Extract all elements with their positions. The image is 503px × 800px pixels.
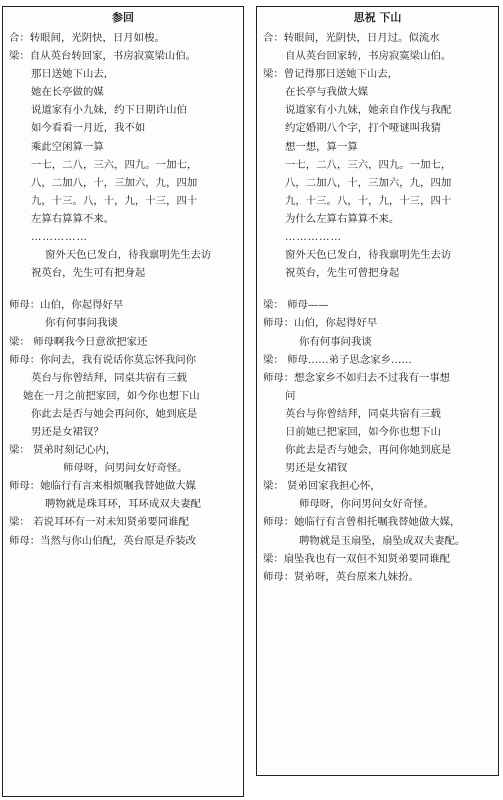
text-line: 窗外天色已发白，待我禀明先生去访 (45, 249, 212, 262)
text-line: 梁： 若说耳环有一对未知贤弟要同谁配 (9, 516, 189, 529)
text-line: 说道家有小九妹，她亲自作伐与我配 (285, 104, 452, 117)
text-line: 在长亭与我做大媒 (285, 86, 369, 99)
block-gap (263, 282, 494, 296)
text-line: 你此去是否与她会再问你，她到底是 (31, 407, 198, 420)
text-line: 梁： 师母啊我今日意欲把家还 (9, 335, 148, 348)
text-line: …………… (31, 231, 88, 244)
text-line: 英台与你曾结拜，同桌共宿有三载 (285, 407, 441, 420)
text-line: 窗外天色已发白，待我禀明先生去访 (285, 249, 452, 262)
text-line: 如今看看一月近，我不如 (31, 122, 146, 135)
text-line: 梁： 师母—— (263, 299, 329, 312)
text-line: 师母呀，你问男问女好奇怪。 (299, 498, 435, 511)
text-line: 师母：她临行有言曾相托嘱我替她做大媒， (263, 516, 461, 529)
right-body (257, 29, 498, 586)
text-line: 那日送她下山去， (31, 68, 115, 81)
text-line: …………… (285, 231, 342, 244)
text-line: 你有何事问我谈 (45, 317, 118, 330)
text-line: 想一想，算一算 (285, 140, 358, 153)
text-line: 祝英台，先生可曾把身起 (285, 267, 400, 280)
text-line: 九，十三。八，十，九，十三，四十 (31, 194, 198, 207)
text-line: 聘物就是玉扇坠，扇坠成双夫妻配。 (299, 534, 466, 547)
text-line: 梁：自从英台转回家，书房寂寞梁山伯。 (9, 50, 197, 63)
text-line: 左算右算算不来。 (31, 212, 115, 225)
text-line: 祝英台，先生可有把身起 (31, 267, 146, 280)
text-line: 师母：贤弟呀，英台原来九妹扮。 (263, 570, 419, 583)
text-line: 她在一月之前把家回，如今你也想下山 (23, 389, 200, 402)
text-line: 师母：山伯，你起得好早 (9, 299, 124, 312)
left-title: 参回 (112, 11, 134, 24)
text-line: 一七，二八，三六，四九。一加七， (285, 158, 452, 171)
text-line: 梁： 贤弟时刻记心内， (9, 444, 117, 457)
text-line: 日前她已把家回，如今你也想下山 (285, 425, 441, 438)
text-line: 师母：你问去，我有说话你莫忘怀我问你 (9, 353, 197, 366)
left-column (2, 6, 244, 797)
text-line: 你有何事问我谈 (299, 335, 372, 348)
text-line: 约定婚期八个字，打个哑谜叫我猜 (285, 122, 441, 135)
text-line: 问 (285, 389, 296, 402)
right-title: 思祝 下山 (353, 11, 402, 24)
text-line: 梁：扇坠我也有一双但不知贤弟要同谁配 (263, 552, 451, 565)
text-line: 自从英台回家转，书房寂寞梁山伯。 (285, 50, 452, 63)
text-line: 师母：她临行有言来相烦嘱我替她做大媒 (9, 480, 197, 493)
text-line: 师母：山伯，你起得好早 (263, 317, 378, 330)
text-line: 乘此空闲算一算 (31, 140, 104, 153)
text-line: 合：转眼间，光阴快，日月如梭。 (9, 32, 165, 44)
text-line: 男还是女裙钗？ (31, 425, 104, 438)
text-line: 一七，二八，三六，四九。一加七， (31, 158, 198, 171)
text-line: 师母：当然与你山伯配，英台原是乔装改 (9, 534, 197, 547)
text-line: 梁：曾记得那日送她下山去， (263, 68, 399, 81)
right-column (256, 6, 499, 776)
text-line: 聘物就是珠耳环，耳环成双夫妻配 (45, 498, 201, 511)
text-line: 男还是女裙钗 (285, 462, 348, 475)
text-line: 合：转眼间，光阴快，日月过。似流水 (263, 32, 440, 44)
text-line: 九，十三。八，十，九，十三，四十 (285, 194, 452, 207)
text-line: 你此去是否与她会，再问你她到底是 (285, 444, 452, 457)
text-line: 为什么左算右算算不来。 (285, 212, 400, 225)
text-line: 八，二加八，十，三加六，九，四加 (31, 176, 198, 189)
block-gap (9, 282, 239, 296)
text-line: 梁： 贤弟回家我担心怀， (263, 480, 381, 493)
text-line: 师母呀，问男问女好奇怪。 (63, 462, 188, 475)
text-line: 梁： 师母……弟子思念家乡…… (263, 353, 412, 366)
left-body (3, 29, 243, 550)
text-line: 师母：想念家乡不如归去不过我有一事想 (263, 371, 451, 384)
text-line: 英台与你曾结拜，同桌共宿有三载 (31, 371, 187, 384)
text-line: 说道家有小九妹，约下日期许山伯 (31, 104, 187, 117)
text-line: 八，二加八，十，三加六，九，四加 (285, 176, 452, 189)
text-line: 她在长亭做的媒 (31, 86, 104, 99)
